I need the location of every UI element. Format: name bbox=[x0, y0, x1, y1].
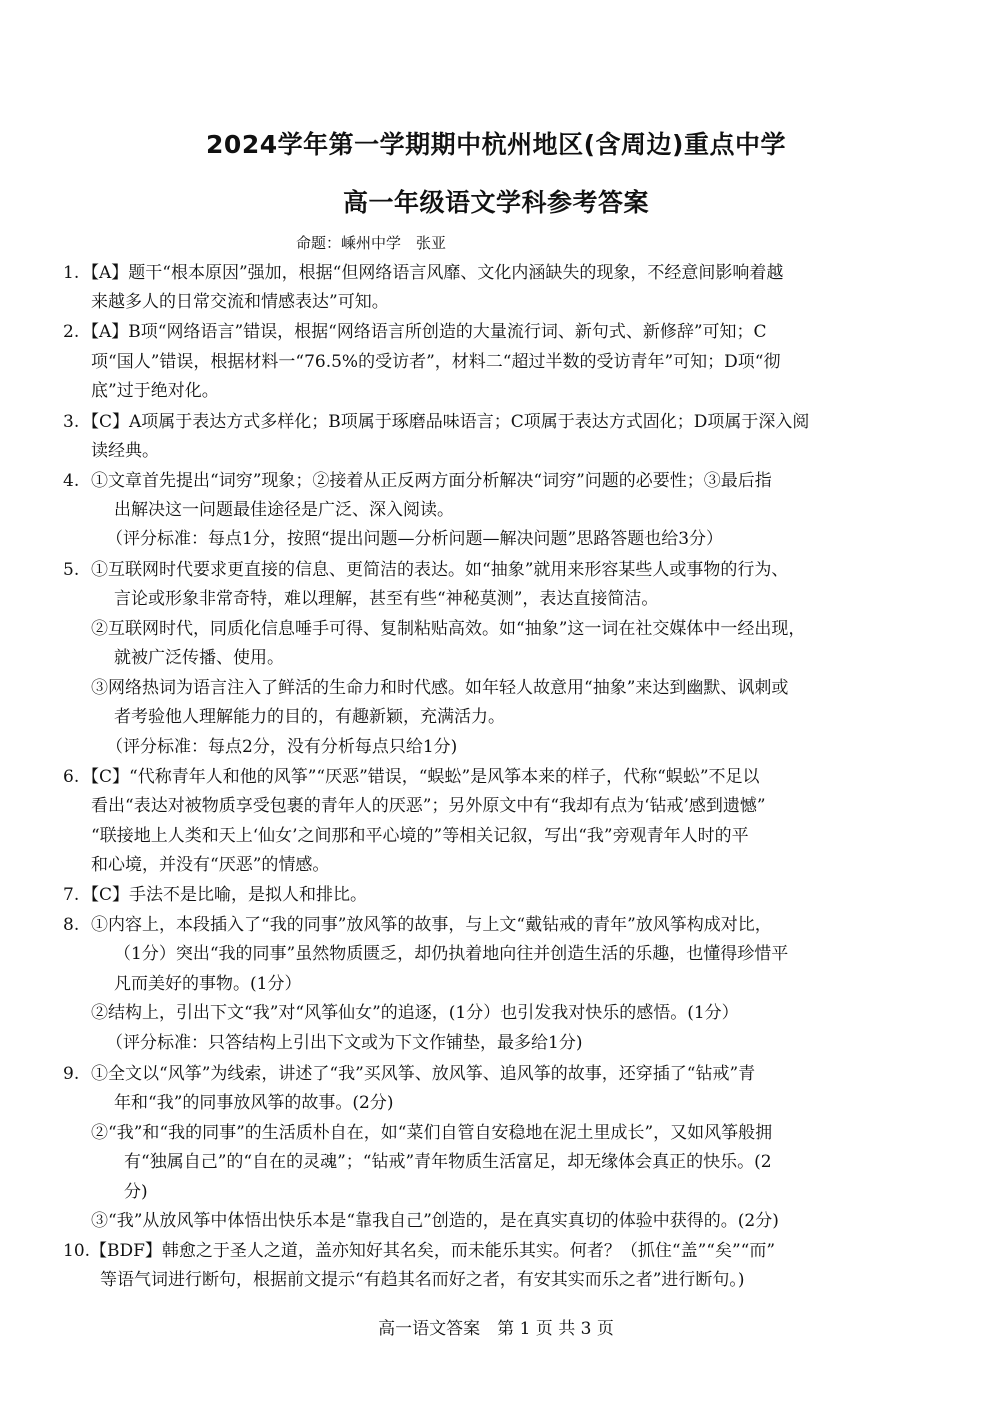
answer-line: 年和“我”的同事放风筝的故事。(2分) bbox=[114, 1093, 394, 1113]
answer-line: 有“独属自己”的“自在的灵魂”；“钻戒”青年物质生活富足，却无缘体会真正的快乐。(2 bbox=[124, 1152, 772, 1172]
answer-line: 读经典。 bbox=[91, 441, 159, 461]
page-title: 2024学年第一学期期中杭州地区(含周边)重点中学 bbox=[206, 130, 786, 159]
item-number: 9. bbox=[63, 1064, 80, 1084]
item-number: 2. bbox=[63, 322, 80, 342]
answer-line: 言论或形象非常奇特，难以理解，甚至有些“神秘莫测”，表达直接简洁。 bbox=[114, 589, 659, 609]
author-line: 命题：嵊州中学 张亚 bbox=[296, 234, 447, 252]
answer-line: “联接地上人类和天上‘仙女’之间那和平心境的”等相关记叙，写出“我”旁观青年人时的平 bbox=[91, 826, 749, 846]
answer-line: 出解决这一问题最佳途径是广泛、深入阅读。 bbox=[114, 500, 454, 520]
page-subtitle: 高一年级语文学科参考答案 bbox=[342, 188, 649, 217]
answer-line: ①内容上，本段插入了“我的同事”放风筝的故事，与上文“戴钻戒的青年”放风筝构成对比， bbox=[91, 915, 772, 935]
item-number: 7. bbox=[63, 885, 80, 905]
answer-line: 者考验他人理解能力的目的，有趣新颖，充满活力。 bbox=[114, 707, 505, 727]
answer-line: ①文章首先提出“词穷”现象；②接着从正反两方面分析解决“词穷”问题的必要性；③最后指 bbox=[91, 471, 772, 491]
answer-line: ②“我”和“我的同事”的生活质朴自在，如“菜们自管自安稳地在泥土里成长”，又如风筝般拥 bbox=[91, 1123, 773, 1143]
answer-line: 就被广泛传播、使用。 bbox=[114, 648, 284, 668]
answer-line: 来越多人的日常交流和情感表达”可知。 bbox=[91, 292, 389, 312]
answer-line: 看出“表达对被物质享受包裹的青年人的厌恶”；另外原文中有“我却有点为‘钻戒’感到遗憾” bbox=[91, 796, 766, 816]
answer-line: ②互联网时代，同质化信息唾手可得、复制粘贴高效。如“抽象”这一词在社交媒体中一经出现， bbox=[91, 619, 806, 639]
answer-line: 【C】“代称青年人和他的风筝”“厌恶”错误，“蜈蚣”是风筝本来的样子，代称“蜈蚣”不足以 bbox=[82, 767, 760, 787]
grading-note: （评分标准：每点1分，按照“提出问题—分析问题—解决问题”思路答题也给3分） bbox=[106, 529, 724, 549]
answer-line: ①互联网时代要求更直接的信息、更简洁的表达。如“抽象”就用来形容某些人或事物的行为、 bbox=[91, 560, 789, 580]
answer-line: （1分）突出“我的同事”虽然物质匮乏，却仍执着地向往并创造生活的乐趣，也懂得珍惜平 bbox=[114, 944, 789, 964]
answer-line: ②结构上，引出下文“我”对“风筝仙女”的追逐，(1分）也引发我对快乐的感悟。(1分） bbox=[91, 1003, 739, 1023]
item-number: 8. bbox=[63, 915, 80, 935]
item-number: 3. bbox=[63, 412, 80, 432]
answer-line: 等语气词进行断句，根据前文提示“有趋其名而好之者，有安其实而乐之者”进行断句。) bbox=[100, 1270, 745, 1290]
item-number: 1. bbox=[63, 263, 80, 283]
answer-line: 底”过于绝对化。 bbox=[91, 381, 219, 401]
item-number: 10. bbox=[63, 1241, 91, 1261]
answer-line: 凡而美好的事物。(1分） bbox=[114, 974, 302, 994]
item-number: 6. bbox=[63, 767, 80, 787]
answer-line: 【A】题干“根本原因”强加，根据“但网络语言风靡、文化内涵缺失的现象，不经意间影响着越 bbox=[82, 263, 784, 283]
answer-line: ③“我”从放风筝中体悟出快乐本是“靠我自己”创造的，是在真实真切的体验中获得的。(2分) bbox=[91, 1211, 779, 1231]
item-number: 5. bbox=[63, 560, 80, 580]
answer-line: 【C】A项属于表达方式多样化；B项属于琢磨品味语言；C项属于表达方式固化；D项属于深入阅 bbox=[82, 412, 810, 432]
item-number: 4. bbox=[63, 471, 80, 491]
answer-line: ①全文以“风筝”为线索，讲述了“我”买风筝、放风筝、追风筝的故事，还穿插了“钻戒”青 bbox=[91, 1064, 756, 1084]
grading-note: （评分标准：每点2分，没有分析每点只给1分) bbox=[106, 737, 458, 757]
answer-line: 分) bbox=[124, 1182, 148, 1202]
answer-line: 和心境，并没有“厌恶”的情感。 bbox=[91, 855, 330, 875]
answer-line: 项“国人”错误，根据材料一“76.5%的受访者”，材料二“超过半数的受访青年”可知；D项“彻 bbox=[91, 352, 781, 372]
answer-line: 【BDF】韩愈之于圣人之道，盖亦知好其名矣，而未能乐其实。何者？（抓住“盖”“矣”“而” bbox=[90, 1241, 776, 1261]
answer-line: ③网络热词为语言注入了鲜活的生命力和时代感。如年轻人故意用“抽象”来达到幽默、讽刺或 bbox=[91, 678, 789, 698]
page-footer: 高一语文答案 第 1 页 共 3 页 bbox=[378, 1319, 614, 1339]
answer-line: 【C】手法不是比喻，是拟人和排比。 bbox=[82, 885, 368, 905]
grading-note: （评分标准：只答结构上引出下文或为下文作铺垫，最多给1分) bbox=[106, 1033, 583, 1053]
answer-line: 【A】B项“网络语言”错误，根据“网络语言所创造的大量流行词、新句式、新修辞”可知；C bbox=[82, 322, 767, 342]
